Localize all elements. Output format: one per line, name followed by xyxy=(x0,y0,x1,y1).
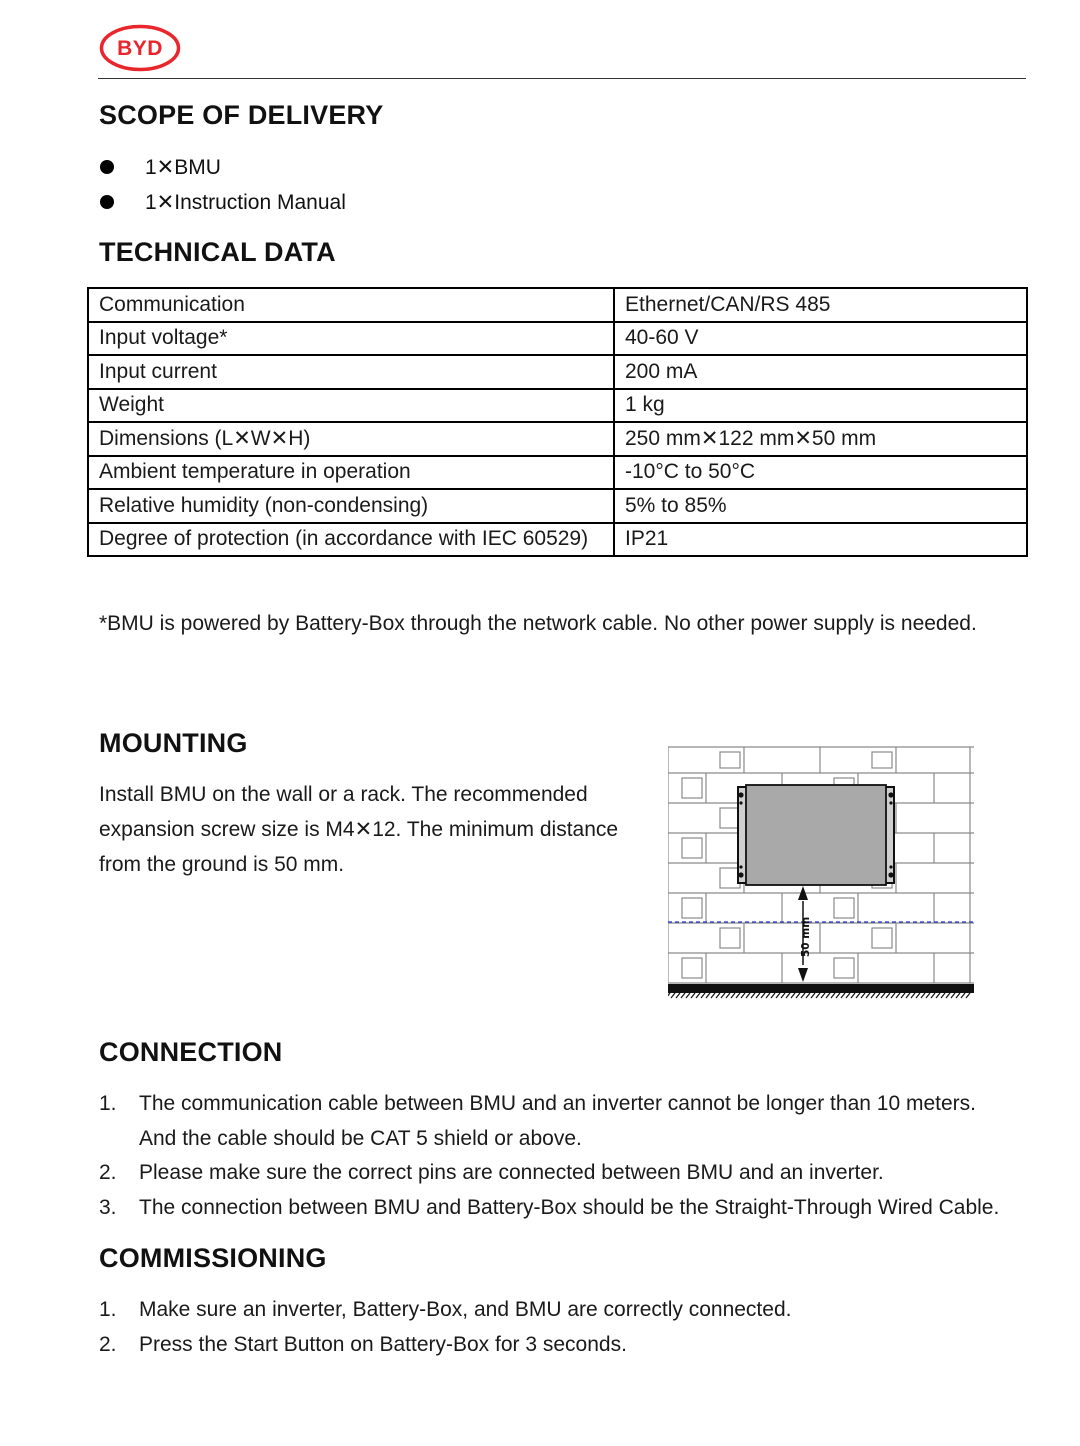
bullet-icon xyxy=(100,160,114,174)
table-row xyxy=(88,422,1027,456)
technical-heading: TECHNICAL DATA xyxy=(99,237,336,267)
spec-label: Relative humidity (non-condensing) xyxy=(88,489,614,523)
scope-item-text: 1✕BMU xyxy=(145,156,221,179)
commissioning-heading: COMMISSIONING xyxy=(99,1243,327,1273)
spec-label: Dimensions (L✕W✕H) xyxy=(88,422,614,456)
spec-label: Ambient temperature in operation xyxy=(88,456,614,490)
mounting-line: Install BMU on the wall or a rack. The recommended xyxy=(99,783,588,806)
commissioning-list xyxy=(99,1293,791,1362)
mounting-diagram xyxy=(668,745,974,1000)
mounting-heading: MOUNTING xyxy=(99,728,248,758)
spec-label: Communication xyxy=(88,288,614,322)
list-line: Make sure an inverter, Battery-Box, and BMU are correctly connected. xyxy=(139,1298,792,1321)
list-item xyxy=(99,1328,791,1363)
scope-item-text: 1✕Instruction Manual xyxy=(145,191,346,214)
table-row xyxy=(88,288,1027,322)
table-row xyxy=(88,456,1027,490)
table-row xyxy=(88,355,1027,389)
scope-heading: SCOPE OF DELIVERY xyxy=(99,100,384,130)
technical-data-table xyxy=(87,287,1028,557)
byd-logo xyxy=(99,24,181,72)
scope-list xyxy=(99,150,346,220)
spec-value: -10°C to 50°C xyxy=(614,456,1027,490)
header-divider xyxy=(98,78,1026,79)
list-item xyxy=(99,1156,999,1191)
list-item xyxy=(99,1191,999,1226)
list-number: 2. xyxy=(99,1161,117,1184)
connection-heading: CONNECTION xyxy=(99,1037,283,1067)
mounting-line: expansion screw size is M4✕12. The minimum distance xyxy=(99,818,619,841)
table-row xyxy=(88,523,1027,557)
list-item xyxy=(99,185,346,220)
spec-value: IP21 xyxy=(614,523,1027,557)
list-line: Please make sure the correct pins are connected between BMU and an inverter. xyxy=(139,1161,884,1184)
list-item xyxy=(99,1293,791,1328)
mounting-paragraph xyxy=(99,777,659,882)
list-line: The connection between BMU and Battery-Box should be the Straight-Through Wired Cable. xyxy=(139,1195,1000,1219)
list-number: 3. xyxy=(99,1195,117,1219)
footnote: *BMU is powered by Battery-Box through the network cable. No other power supply is needed. xyxy=(99,612,977,635)
spec-value: 250 mm✕122 mm✕50 mm xyxy=(614,422,1027,456)
bmu-box-illustration xyxy=(738,785,894,885)
spec-value: 5% to 85% xyxy=(614,489,1027,523)
distance-label: 50 mm xyxy=(800,916,812,957)
table-row xyxy=(88,489,1027,523)
bullet-icon xyxy=(100,195,114,209)
spec-value: 1 kg xyxy=(614,389,1027,423)
spec-label: Input voltage* xyxy=(88,322,614,356)
logo-text: BYD xyxy=(117,37,163,60)
spec-label: Degree of protection (in accordance with IEC 60529) xyxy=(88,523,614,557)
spec-label: Input current xyxy=(88,355,614,389)
list-number: 2. xyxy=(99,1332,117,1356)
list-number: 1. xyxy=(99,1092,117,1115)
mounting-line: from the ground is 50 mm. xyxy=(99,853,345,876)
list-item xyxy=(99,150,346,185)
list-line: Press the Start Button on Battery-Box for 3 seconds. xyxy=(139,1332,627,1356)
table-row xyxy=(88,322,1027,356)
spec-value: 40-60 V xyxy=(614,322,1027,356)
ground-line xyxy=(668,984,974,993)
spec-label: Weight xyxy=(88,389,614,423)
spec-value: 200 mA xyxy=(614,355,1027,389)
table-row xyxy=(88,389,1027,423)
list-item xyxy=(99,1087,999,1156)
spec-value: Ethernet/CAN/RS 485 xyxy=(614,288,1027,322)
list-number: 1. xyxy=(99,1298,117,1321)
connection-list xyxy=(99,1087,999,1225)
list-line: The communication cable between BMU and an inverter cannot be longer than 10 meters. xyxy=(139,1092,976,1115)
list-line: And the cable should be CAT 5 shield or above. xyxy=(139,1126,582,1150)
